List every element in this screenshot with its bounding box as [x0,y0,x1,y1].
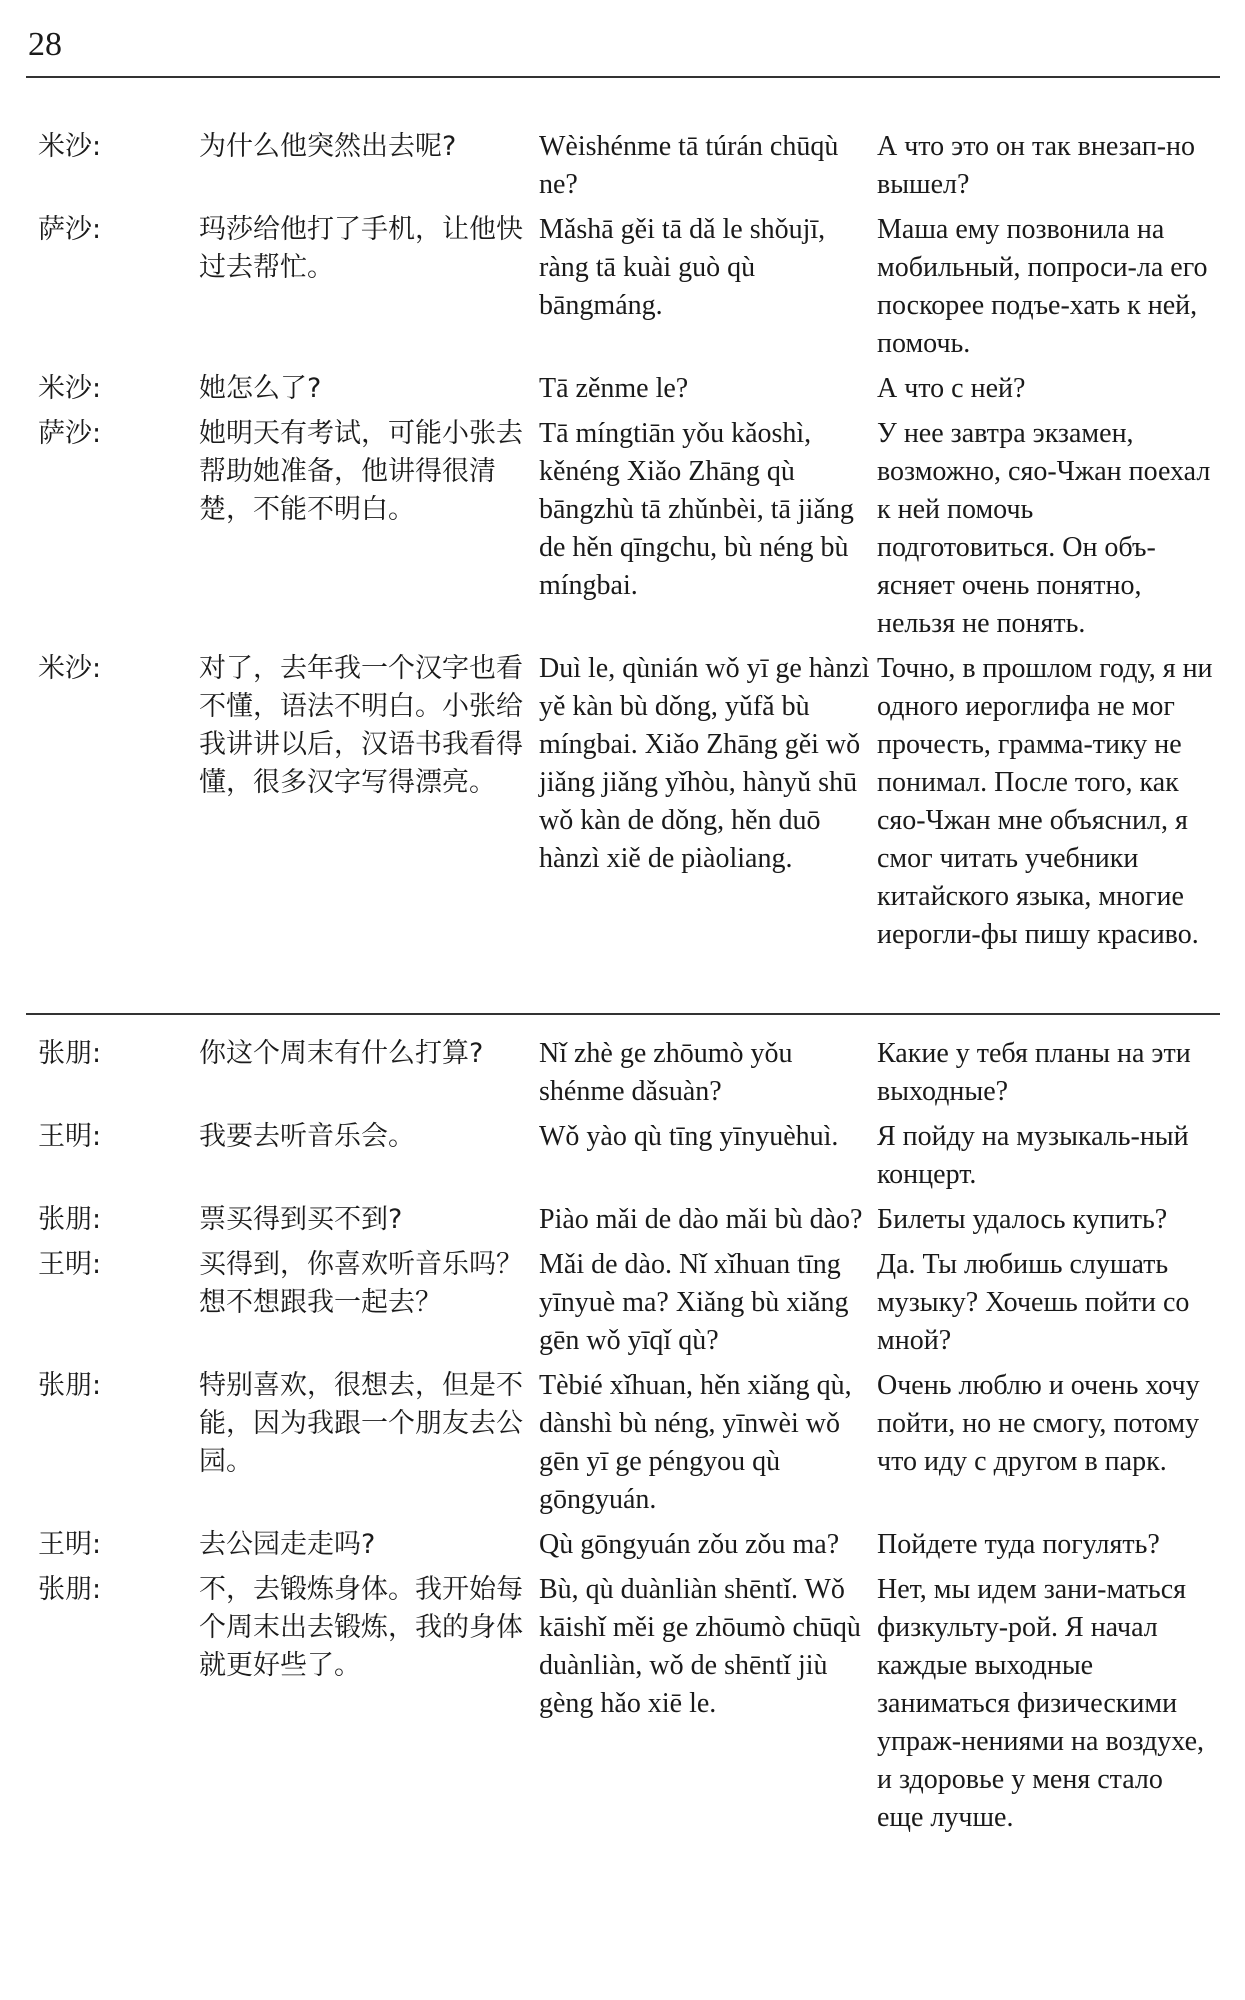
dialogue-row [26,1201,1220,1239]
speaker-name: 萨沙: [38,418,102,449]
speaker-name: 米沙: [38,131,102,162]
chinese-text: 你这个周末有什么打算? [199,1038,484,1069]
dialogue-row [26,1367,1220,1519]
russian-translation: Нет, мы идем зани-маться физкульту-рой. Я начал каждые выходные заниматься физическими упраж-нениями на воздухе, и здоровье у меня стало еще лучше. [877,1574,1205,1833]
chinese-text: 我要去听音乐会。 [199,1121,415,1152]
speaker-name: 张朋: [38,1574,102,1605]
dialogue-row [26,1526,1220,1564]
russian-translation: Пойдете туда погулять? [877,1529,1160,1560]
speaker-name: 张朋: [38,1370,102,1401]
speaker-name: 米沙: [38,653,102,684]
speaker-name: 萨沙: [38,214,102,245]
pinyin-text: Mǎshā gěi tā dǎ le shǒujī, ràng tā kuài guò qù bāngmáng. [539,214,826,321]
pinyin-text: Mǎi de dào. Nǐ xǐhuan tīng yīnyuè ma? Xiǎng bù xiǎng gēn wǒ yīqǐ qù? [539,1249,849,1356]
dialogue-section-2 [26,1035,1220,1844]
pinyin-text: Wèishénme tā túrán chūqù ne? [539,131,839,200]
dialogue-row [26,1246,1220,1360]
russian-translation: А что это он так внезап-но вышел? [877,131,1196,200]
speaker-name: 王明: [38,1249,102,1280]
speaker-name: 张朋: [38,1204,102,1235]
dialogue-row [26,128,1220,204]
russian-translation: Да. Ты любишь слушать музыку? Хочешь пойти со мной? [877,1249,1190,1356]
dialogue-row [26,1118,1220,1194]
pinyin-text: Duì le, qùnián wǒ yī ge hànzì yě kàn bù dǒng, yǔfǎ bù míngbai. Xiǎo Zhāng gěi wǒ jiǎng jiǎng yǐhòu, hànyǔ shū wǒ kàn de dǒng, hěn duō hànzì xiě de piàoliang. [539,653,870,874]
pinyin-text: Wǒ yào qù tīng yīnyuèhuì. [539,1121,839,1152]
dialogue-row [26,415,1220,643]
section-divider-rule [26,1013,1220,1015]
chinese-text: 玛莎给他打了手机，让他快过去帮忙。 [199,214,523,283]
header-rule [26,76,1220,78]
chinese-text: 去公园走走吗? [199,1529,376,1560]
speaker-name: 王明: [38,1121,102,1152]
chinese-text: 她明天有考试，可能小张去帮助她准备，他讲得很清楚，不能不明白。 [199,418,523,525]
russian-translation: А что с ней? [877,373,1026,404]
speaker-name: 张朋: [38,1038,102,1069]
dialogue-row [26,1035,1220,1111]
dialogue-row [26,650,1220,954]
dialogue-section-1 [26,128,1220,961]
dialogue-row [26,211,1220,363]
pinyin-text: Bù, qù duànliàn shēntǐ. Wǒ kāishǐ měi ge zhōumò chūqù duànliàn, wǒ de shēntǐ jiù gèng hǎo xiē le. [539,1574,861,1719]
pinyin-text: Qù gōngyuán zǒu zǒu ma? [539,1529,840,1560]
speaker-name: 米沙: [38,373,102,404]
dialogue-row [26,1571,1220,1837]
chinese-text: 她怎么了? [199,373,322,404]
chinese-text: 买得到，你喜欢听音乐吗？想不想跟我一起去？ [199,1249,523,1318]
speaker-name: 王明: [38,1529,102,1560]
chinese-text: 不，去锻炼身体。我开始每个周末出去锻炼，我的身体就更好些了。 [199,1574,523,1681]
pinyin-text: Piào mǎi de dào mǎi bù dào? [539,1204,863,1235]
russian-translation: Билеты удалось купить? [877,1204,1168,1235]
russian-translation: Какие у тебя планы на эти выходные? [877,1038,1191,1107]
russian-translation: Я пойду на музыкаль-ный концерт. [877,1121,1189,1190]
russian-translation: Очень люблю и очень хочу пойти, но не смогу, потому что иду с другом в парк. [877,1370,1200,1477]
russian-translation: Точно, в прошлом году, я ни одного иероглифа не мог прочесть, грамма-тику не понимал. После того, как сяо-Чжан мне объяснил, я смог читать учебники китайского языка, многие иерогли-фы пишу красиво. [877,653,1213,950]
russian-translation: У нее завтра экзамен, возможно, сяо-Чжан поехал к ней помочь подготовиться. Он объ-ясняет очень понятно, нельзя не понять. [877,418,1211,639]
pinyin-text: Tèbié xǐhuan, hěn xiǎng qù, dànshì bù néng, yīnwèi wǒ gēn yī ge péngyou qù gōngyuán. [539,1370,852,1515]
pinyin-text: Nǐ zhè ge zhōumò yǒu shénme dǎsuàn? [539,1038,793,1107]
russian-translation: Маша ему позвонила на мобильный, попроси-ла его поскорее подъе-хать к ней, помочь. [877,214,1208,359]
chinese-text: 票买得到买不到? [199,1204,403,1235]
pinyin-text: Tā zěnme le? [539,373,689,404]
chinese-text: 对了，去年我一个汉字也看不懂，语法不明白。小张给我讲讲以后，汉语书我看得懂，很多汉字写得漂亮。 [199,653,523,798]
pinyin-text: Tā míngtiān yǒu kǎoshì, kěnéng Xiǎo Zhāng qù bāngzhù tā zhǔnbèi, tā jiǎng de hěn qīngchu, bù néng bù míngbai. [539,418,854,601]
chinese-text: 为什么他突然出去呢? [199,131,457,162]
page-number: 28 [28,26,62,63]
chinese-text: 特别喜欢，很想去，但是不能，因为我跟一个朋友去公园。 [199,1370,523,1477]
dialogue-row [26,370,1220,408]
